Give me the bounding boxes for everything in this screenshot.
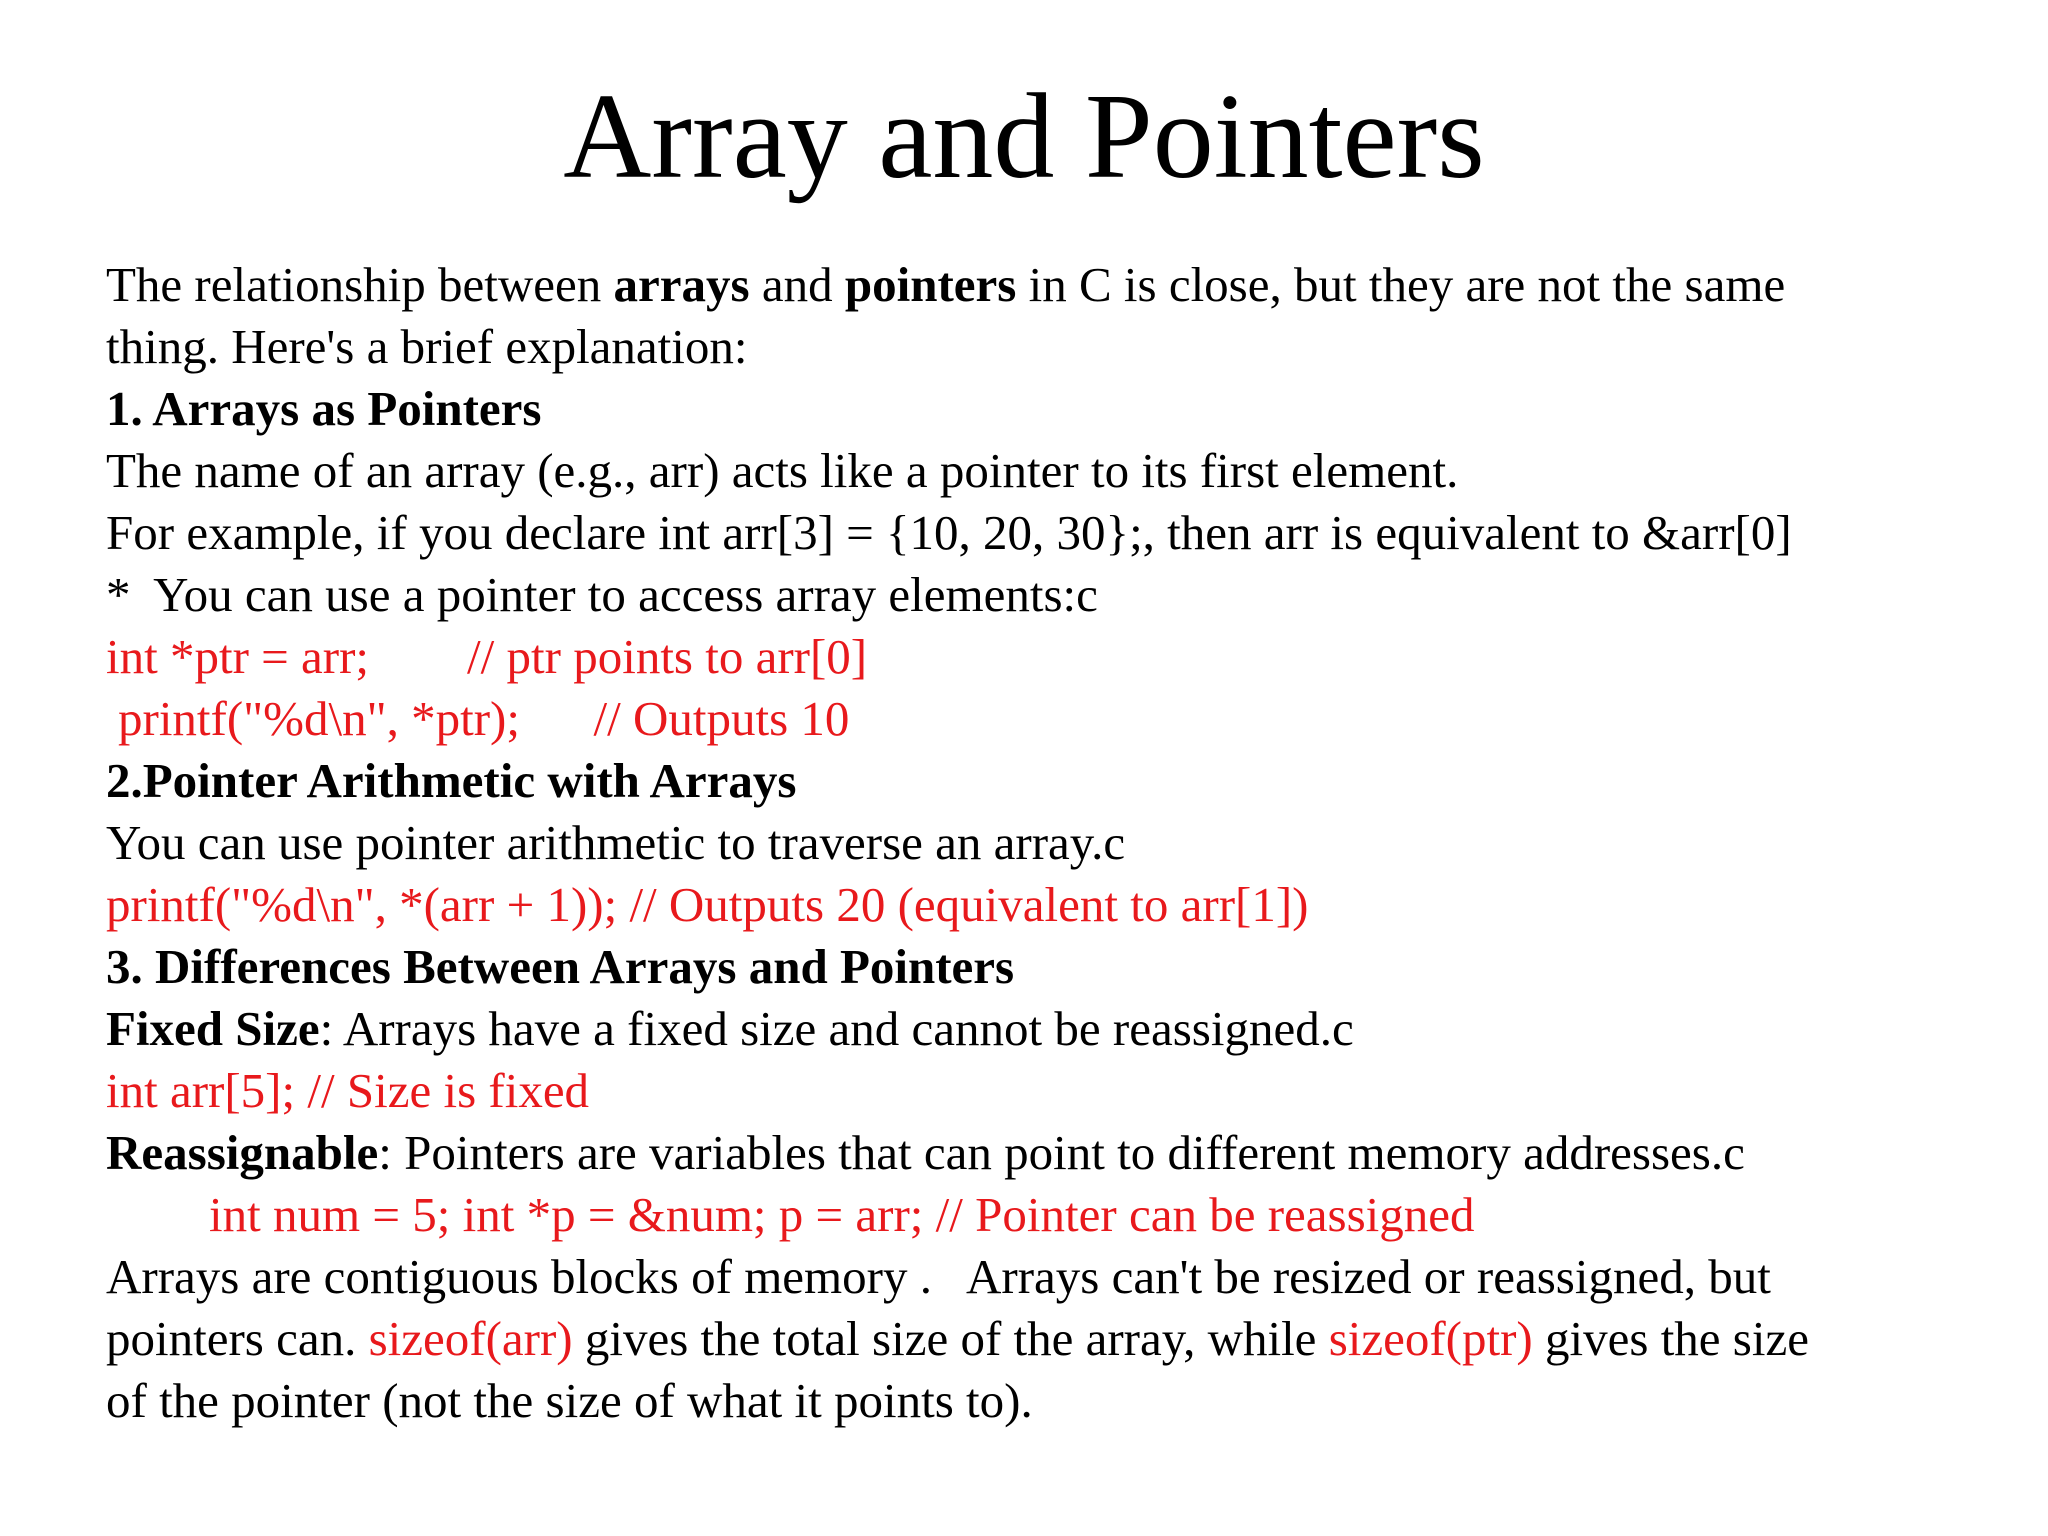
bold-arrays: arrays [613,257,750,312]
reassignable-label: Reassignable [106,1125,379,1180]
slide-title: Array and Pointers [563,69,1485,204]
summary-line-1: Arrays are contiguous blocks of memory . Arrays can't be resized or reassigned, but [106,1249,1771,1304]
intro-line-2: thing. Here's a brief explanation: [106,319,748,374]
bold-pointers: pointers [844,257,1017,312]
summary-line-3: of the pointer (not the size of what it points to). [106,1373,1033,1428]
section-3-heading: 3. Differences Between Arrays and Pointers [106,939,1015,994]
sizeof-ptr-code: sizeof(ptr) [1328,1311,1533,1366]
code-line-printf-arr: printf("%d\n", *(arr + 1)); // Outputs 20 (equivalent to arr[1]) [106,877,1309,932]
fixed-size-line: Fixed Size: Arrays have a fixed size and cannot be reassigned.c [106,1001,1354,1056]
code-line-reassign: int num = 5; int *p = &num; p = arr; // Pointer can be reassigned [209,1187,1475,1242]
reassignable-line: Reassignable: Pointers are variables that can point to different memory addresses.c [106,1125,1745,1180]
intro-line-1: The relationship between arrays and pointers in C is close, but they are not the same [106,257,1786,312]
code-line-fixed-size: int arr[5]; // Size is fixed [106,1063,590,1118]
section-2-heading: 2.Pointer Arithmetic with Arrays [106,753,797,808]
section-1-heading: 1. Arrays as Pointers [106,381,542,436]
fixed-size-label: Fixed Size [106,1001,320,1056]
section-2-line-1: You can use pointer arithmetic to traverse an array.c [106,815,1126,870]
section-1-line-1: The name of an array (e.g., arr) acts like a pointer to its first element. [106,443,1459,498]
section-1-line-3: * You can use a pointer to access array elements:c [106,567,1098,622]
sizeof-arr-code: sizeof(arr) [368,1311,573,1366]
code-line-ptr-decl: int *ptr = arr; // ptr points to arr[0] [106,629,868,684]
section-1-line-2: For example, if you declare int arr[3] = {10, 20, 30};, then arr is equivalent to &arr[0] [106,505,1792,560]
summary-line-2: pointers can. sizeof(arr) gives the total size of the array, while sizeof(ptr) gives the size [106,1311,1809,1366]
code-line-printf-ptr: printf("%d\n", *ptr); // Outputs 10 [118,691,850,746]
slide-body [106,254,2006,1432]
